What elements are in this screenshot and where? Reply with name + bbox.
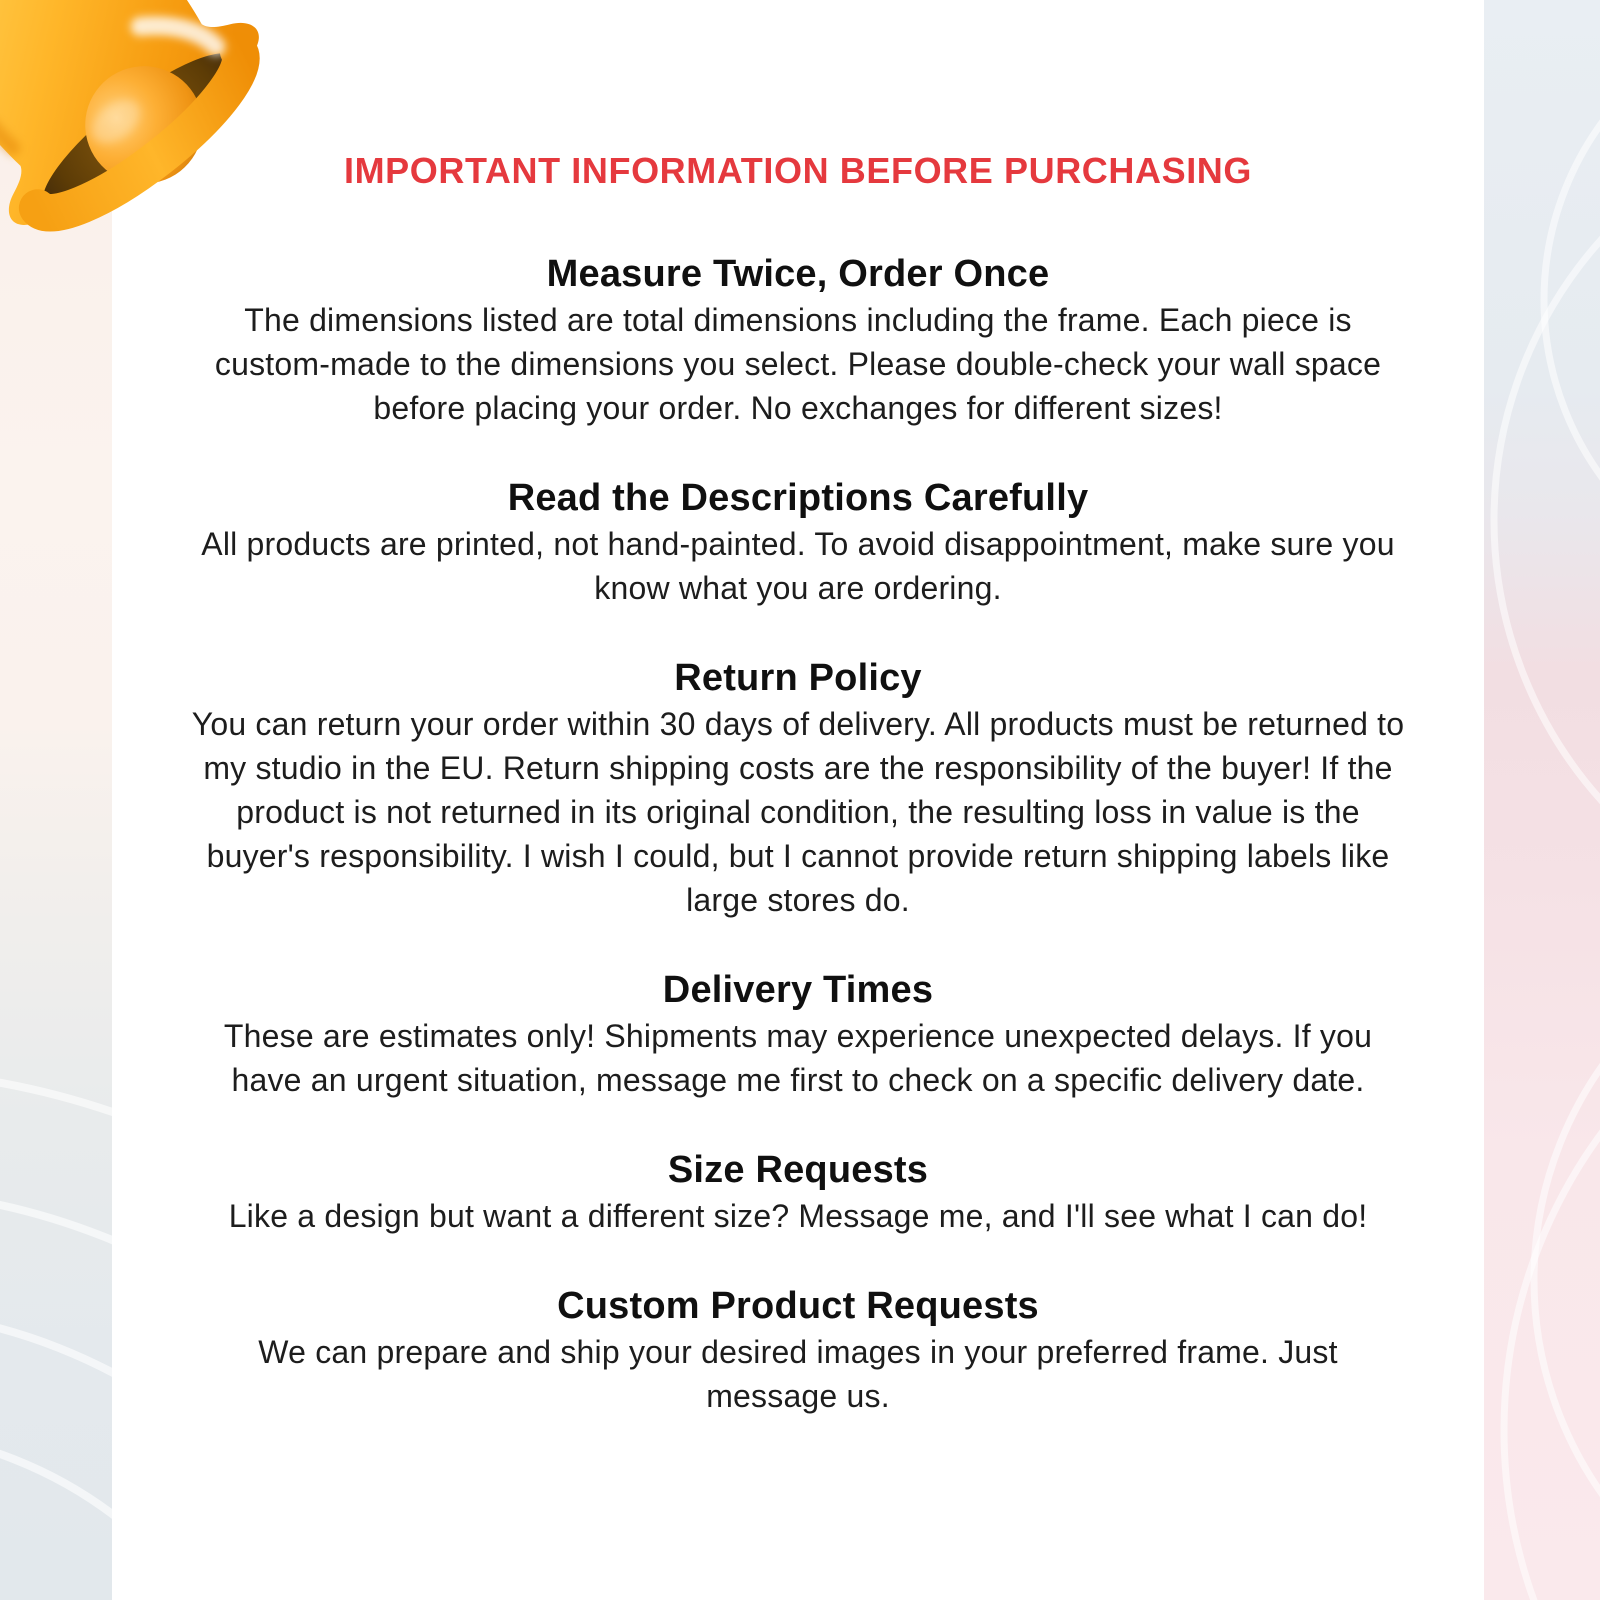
- left-decorative-band: [0, 0, 112, 1600]
- section-body: Like a design but want a different size? Message me, and I'll see what I can do!: [228, 1198, 1368, 1234]
- section-heading: Delivery Times: [662, 969, 934, 1011]
- section-body: You can return your order within 30 days of delivery. All products must be returned to my studio in the EU. Return shipping costs are the responsibility of the buyer! If the product is not returned in its original condition, the resulting loss in value is the buyer's responsibility. I wish I could, but I cannot provide return shipping labels like large stores do.: [191, 706, 1405, 918]
- page-title: IMPORTANT INFORMATION BEFORE PURCHASING: [343, 150, 1253, 191]
- section-heading: Custom Product Requests: [557, 1285, 1039, 1327]
- section-custom-product-requests: [112, 1282, 1484, 1418]
- section-heading: Size Requests: [667, 1149, 929, 1191]
- section-heading: Read the Descriptions Carefully: [507, 477, 1089, 519]
- section-body: All products are printed, not hand-painted. To avoid disappointment, make sure you know what you are ordering.: [201, 526, 1395, 606]
- section-return-policy: [112, 654, 1484, 922]
- section-body: These are estimates only! Shipments may experience unexpected delays. If you have an urgent situation, message me first to check on a specific delivery date.: [223, 1018, 1373, 1098]
- info-content: [112, 0, 1484, 1462]
- section-size-requests: [112, 1146, 1484, 1238]
- wave-arcs-decoration: [0, 0, 112, 1600]
- section-body: The dimensions listed are total dimensions including the frame. Each piece is custom-made to the dimensions you select. Please double-check your wall space before placing your order. No exchanges for different sizes!: [214, 302, 1382, 426]
- section-delivery-times: [112, 966, 1484, 1102]
- section-read-descriptions: [112, 474, 1484, 610]
- section-heading: Return Policy: [674, 657, 922, 699]
- section-body: We can prepare and ship your desired images in your preferred frame. Just message us.: [258, 1334, 1338, 1414]
- right-decorative-band: [1484, 0, 1600, 1600]
- section-measure-twice: [112, 250, 1484, 430]
- section-heading: Measure Twice, Order Once: [546, 253, 1050, 295]
- circle-arcs-decoration: [1484, 0, 1600, 1600]
